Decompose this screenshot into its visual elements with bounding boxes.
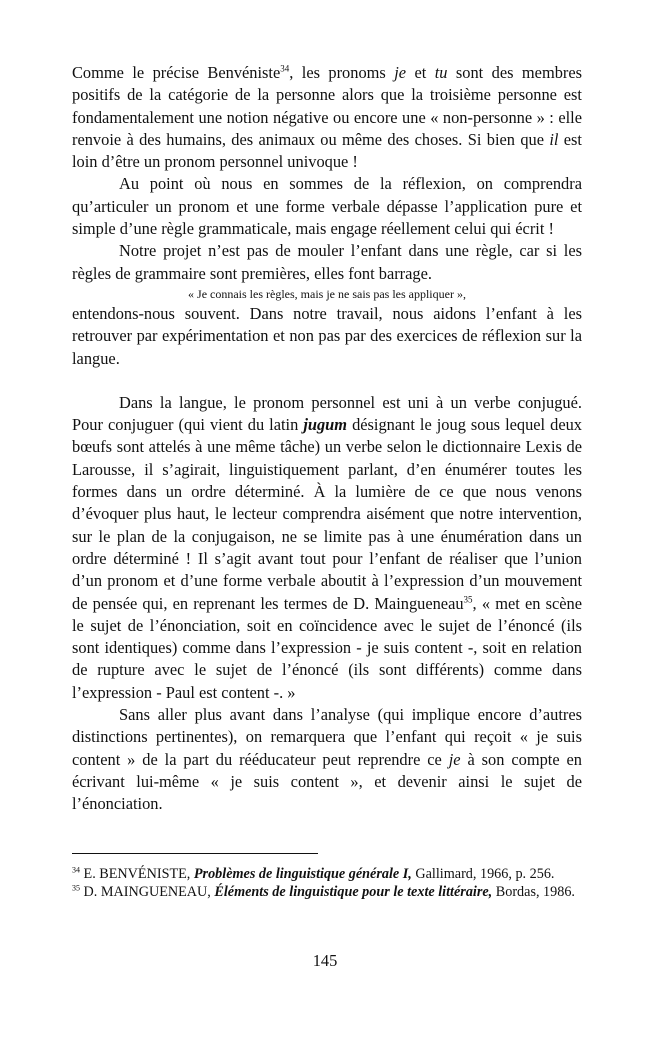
paragraph-5 — [72, 392, 582, 704]
text: et — [406, 63, 435, 82]
paragraph-2: Au point où nous en sommes de la réflexion, on comprendra qu’articuler un pronom et une forme verbale dépasse l’application pure et simple d’une règle grammaticale, mais engage réellement celui qui écrit ! — [72, 174, 582, 239]
paragraph-3: Notre projet n’est pas de mouler l’enfant dans une règle, car si les règles de grammaire sont premières, elles font barrage. — [72, 241, 582, 283]
footnote-details: Bordas, 1986. — [492, 884, 575, 900]
text: désignant le joug sous lequel deux bœufs sont attelés à une même tâche) un verbe selon le dictionnaire Lexis de Larousse, il s’agirait, linguistiquement parlant, d’en énumérer toutes les formes dans un ordre déterminé. À la lumière de ce que nous venons d’évoquer plus haut, le lecteur comprendra aisément que notre intervention, sur le plan de la conjugaison, ne se limite pas à une énumération dans un ordre déterminé ! Il s’agit avant tout pour l’enfant de réaliser que l’union d’un pronom et d’une forme verbale aboutit à l’expression d’un mouvement de pensée qui, en reprenant les termes de D. Maingueneau — [72, 415, 582, 613]
paragraph-6 — [72, 704, 582, 815]
text: Comme le précise Benvéniste — [72, 63, 281, 82]
quotation: « Je connais les règles, mais je ne sais pas les appliquer », — [188, 286, 466, 301]
text: est loin d’être un pronom personnel univoque ! — [72, 129, 582, 172]
footnote-title: Éléments de linguistique pour le texte littéraire, — [214, 884, 493, 900]
footnote-divider — [72, 853, 318, 854]
italic-je: je — [448, 749, 461, 769]
text: , les pronoms — [289, 63, 395, 82]
footnote-title: Problèmes de linguistique générale I, — [193, 866, 412, 882]
bold-italic-jugum: jugum — [303, 415, 348, 435]
footnote-number: 35 — [72, 883, 80, 893]
text: Dans la langue, le pronom personnel est uni à un verbe conjugué. Pour conjuguer (qui vient du latin — [72, 392, 582, 435]
italic-je: je — [394, 63, 407, 82]
footnote-number: 34 — [72, 865, 80, 875]
italic-il: il — [549, 129, 559, 149]
footnote-author: E. BENVÉNISTE, — [83, 866, 194, 882]
text: , « met en scène le sujet de l’énonciation, soit en coïncidence avec le sujet de l’énoncé (ils sont identiques) comme dans l’expression - je suis content -, soit en relation de rupture avec le sujet de l’énoncé (ils sont différents) comme dans l’expression - Paul est content -. » — [72, 593, 582, 702]
footnote-35 — [72, 883, 582, 901]
text: Sans aller plus avant dans l’analyse (qui implique encore d’autres distinctions pertinentes), on remarquera que l’enfant qui reçoit « je suis content » de la part du rééducateur peut reprendre ce — [72, 705, 582, 769]
paragraph-4: entendons-nous souvent. Dans notre travail, nous aidons l’enfant à les retrouver par expérimentation et non pas par des exercices de réflexion sur la langue. — [72, 303, 582, 368]
footnote-34 — [72, 865, 582, 883]
footnote-ref-35[interactable]: 35 — [463, 594, 473, 605]
paragraph-1 — [72, 62, 582, 173]
footnote-author: D. MAINGUENEAU, — [83, 884, 215, 900]
italic-tu: tu — [434, 63, 448, 82]
text: à son compte en écrivant lui-même « je suis content », et devenir ainsi le sujet de l’énonciation. — [72, 749, 582, 814]
text: sont des membres positifs de la catégorie de la personne alors que la troisième personne est fondamentalement une notion négative ou encore une « non-personne » : elle renvoie à des humains, des animaux ou même des choses. Si bien que — [72, 63, 583, 149]
footnotes — [72, 865, 582, 901]
section-gap — [72, 370, 582, 392]
footnote-details: Gallimard, 1966, p. 256. — [411, 866, 555, 882]
page-body — [72, 62, 582, 816]
page-number: 145 — [312, 951, 338, 970]
footnote-ref-34[interactable]: 34 — [280, 63, 290, 74]
